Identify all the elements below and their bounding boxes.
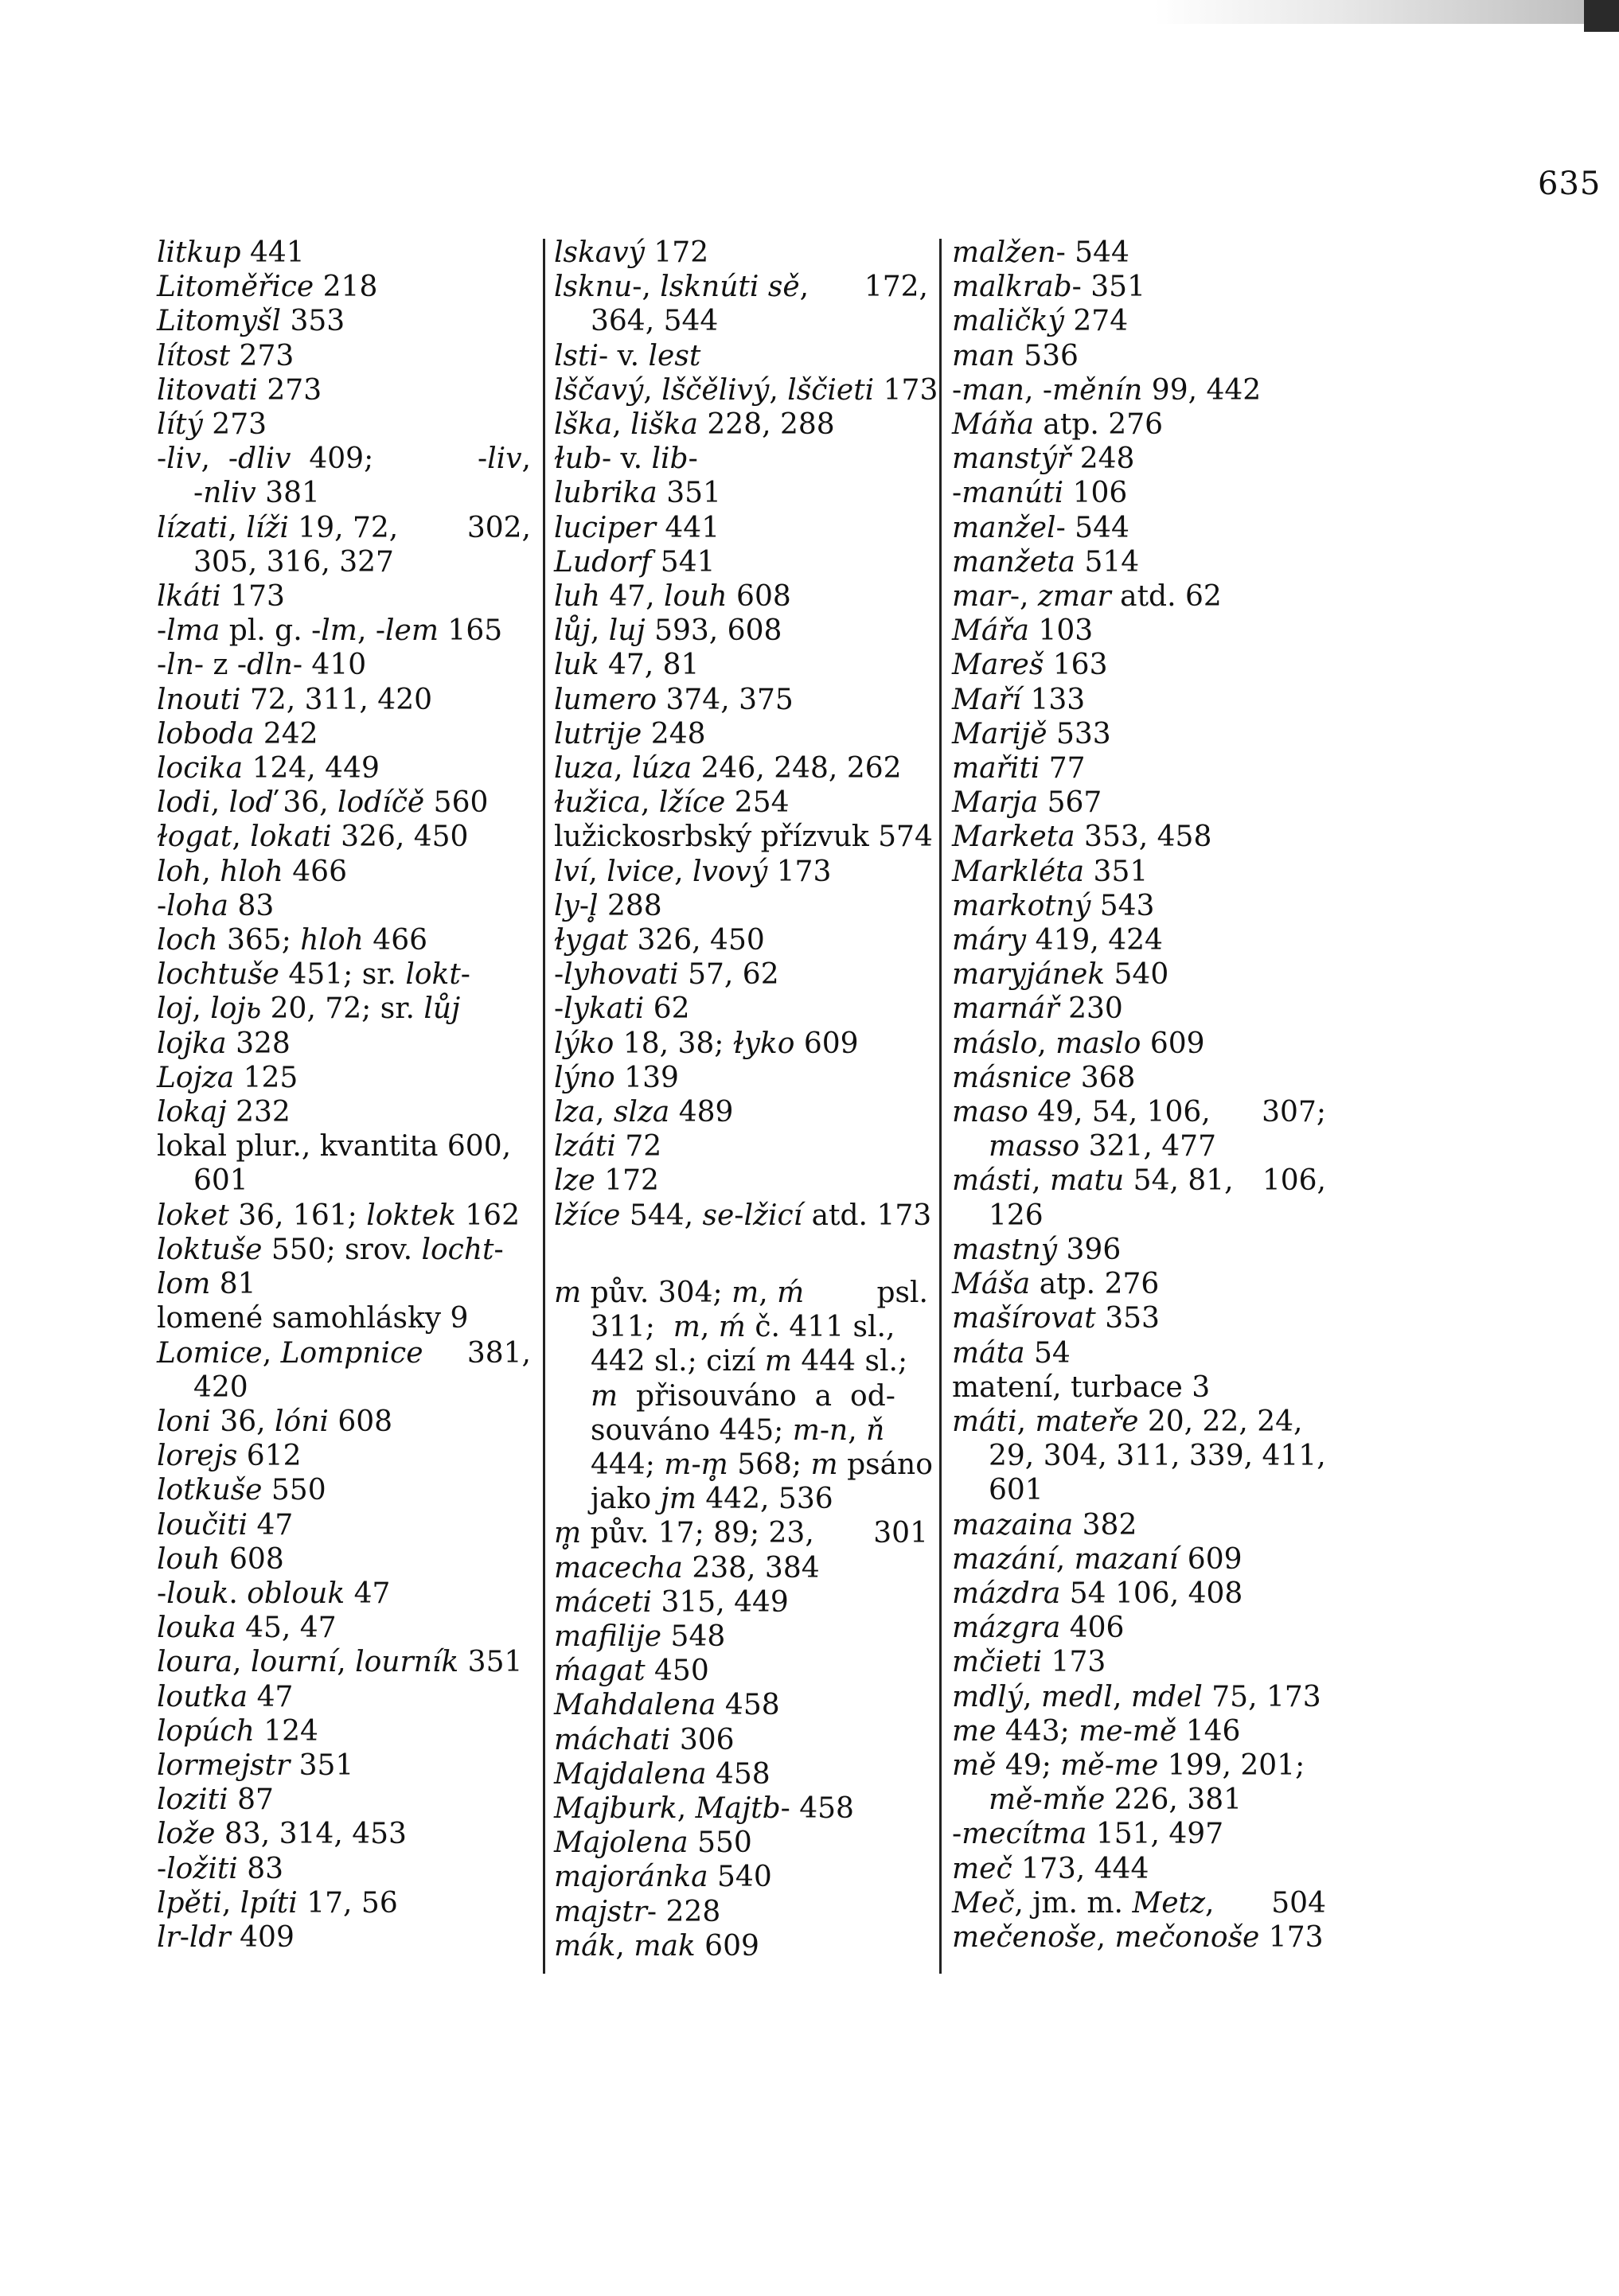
index-entry: lízati, líži 19, 72, 302, xyxy=(157,511,531,544)
index-entry: loboda 242 xyxy=(157,717,318,750)
index-entry: Mářa 103 xyxy=(952,614,1094,648)
index-entry: 420 xyxy=(193,1370,248,1404)
index-entry: mar-, zmar atd. 62 xyxy=(952,580,1222,614)
index-entry: lsknu-, lsknúti sě, 172, xyxy=(554,271,928,304)
index-entry: -nliv 381 xyxy=(193,477,320,510)
index-entry: matení, turbace 3 xyxy=(952,1370,1211,1404)
index-column-1 xyxy=(157,236,537,1955)
index-entry: lom 81 xyxy=(157,1268,256,1301)
index-entry: malkrab- 351 xyxy=(952,271,1145,304)
index-entry: litkup 441 xyxy=(157,236,305,269)
index-column-3 xyxy=(952,236,1332,1955)
index-entry: -mecítma 151, 497 xyxy=(952,1818,1224,1851)
index-entry: mečenoše, mečonoše 173 xyxy=(952,1920,1324,1954)
index-column-2 xyxy=(554,236,938,1963)
index-entry: lskavý 172 xyxy=(554,236,709,269)
index-entry: 442 sl.; cizí m 444 sl.; xyxy=(591,1345,908,1378)
index-entry: 305, 316, 327 xyxy=(193,545,394,579)
index-entry: -liv, -dliv 409; -liv, xyxy=(157,442,531,476)
index-entry: Marja 567 xyxy=(952,786,1102,820)
index-entry: Majburk, Majtb- 458 xyxy=(554,1791,854,1825)
index-entry: ɫužica, lžíce 254 xyxy=(554,786,790,820)
index-entry: luciper 441 xyxy=(554,511,720,544)
index-entry: mě-mňe 226, 381 xyxy=(989,1783,1243,1817)
index-entry: lýno 139 xyxy=(554,1061,679,1094)
index-entry: lítý 273 xyxy=(157,408,267,442)
index-entry: lžíce 544, se-lžicí atd. 173 xyxy=(554,1199,932,1232)
index-entry: mašírovat 353 xyxy=(952,1302,1160,1335)
index-entry: litovati 273 xyxy=(157,373,322,407)
index-entry: lkáti 173 xyxy=(157,580,285,614)
index-entry: Lojza 125 xyxy=(157,1061,298,1094)
index-entry: -manúti 106 xyxy=(952,477,1128,510)
scan-corner-mark xyxy=(1584,0,1619,32)
index-entry: ɫygat 326, 450 xyxy=(554,924,765,957)
index-entry: masso 321, 477 xyxy=(989,1130,1216,1164)
index-entry: souváno 445; m-n, ň xyxy=(591,1413,885,1447)
column-divider-1 xyxy=(543,239,545,1974)
index-entry: -loha 83 xyxy=(157,889,275,922)
index-entry: -man, -měnín 99, 442 xyxy=(952,373,1262,407)
index-entry: máceti 315, 449 xyxy=(554,1585,789,1619)
index-entry: luza, lúza 246, 248, 262 xyxy=(554,752,902,785)
index-entry: loni 36, lóni 608 xyxy=(157,1405,393,1438)
index-entry: lutrije 248 xyxy=(554,717,706,750)
index-entry: macecha 238, 384 xyxy=(554,1551,820,1585)
index-entry: lotkuše 550 xyxy=(157,1474,326,1507)
index-entry: loučiti 47 xyxy=(157,1508,294,1542)
index-entry: Majdalena 458 xyxy=(554,1757,770,1791)
index-entry: 601 xyxy=(989,1474,1044,1507)
index-entry: maryjánek 540 xyxy=(952,958,1169,992)
index-entry: lumero 374, 375 xyxy=(554,683,794,716)
index-entry: mě 49; mě-me 199, 201; xyxy=(952,1748,1305,1782)
index-entry: man 536 xyxy=(952,339,1079,372)
index-entry: -lykati 62 xyxy=(554,992,690,1026)
index-entry: lsti- v. lest xyxy=(554,339,701,372)
index-entry: lví, lvice, lvový 173 xyxy=(554,855,832,888)
index-entry: lpěti, lpíti 17, 56 xyxy=(157,1886,398,1920)
index-entry: -louk. oblouk 47 xyxy=(157,1577,391,1610)
index-entry: lubrika 351 xyxy=(554,477,721,510)
index-entry: loch 365; hloh 466 xyxy=(157,924,427,957)
index-entry: lužickosrbský přízvuk 574 xyxy=(554,821,933,854)
index-entry: lška, liška 228, 288 xyxy=(554,408,835,442)
index-entry: lokaj 232 xyxy=(157,1096,291,1129)
index-entry: 364, 544 xyxy=(591,305,719,338)
index-entry: manžel- 544 xyxy=(952,511,1129,544)
index-entry: Ludorf 541 xyxy=(554,545,716,579)
index-entry: ly-l̥ 288 xyxy=(554,889,662,922)
index-entry: máry 419, 424 xyxy=(952,924,1163,957)
index-entry: máta 54 xyxy=(952,1336,1071,1370)
index-entry: Marketa 353, 458 xyxy=(952,821,1212,854)
index-entry: maličký 274 xyxy=(952,305,1129,338)
index-entry: lodi, loď 36, lodíčě 560 xyxy=(157,786,489,820)
index-entry: mazání, mazaní 609 xyxy=(952,1542,1243,1576)
index-entry: loh, hloh 466 xyxy=(157,855,347,888)
index-entry: ḿagat 450 xyxy=(554,1655,709,1688)
index-entry: luh 47, louh 608 xyxy=(554,580,791,614)
index-entry: m̥ pův. 17; 89; 23, 301 xyxy=(554,1517,928,1550)
index-entry: lůj, luj 593, 608 xyxy=(554,614,782,648)
section-gap xyxy=(554,1233,934,1276)
index-entry: lormejstr 351 xyxy=(157,1748,354,1782)
index-entry: Litomyšl 353 xyxy=(157,305,345,338)
index-entry: loutka 47 xyxy=(157,1680,294,1713)
index-entry: lzáti 72 xyxy=(554,1130,662,1164)
index-entry: Marijě 533 xyxy=(952,717,1111,750)
index-entry: loktuše 550; srov. locht- xyxy=(157,1233,504,1266)
index-entry: lýko 18, 38; ɫyko 609 xyxy=(554,1027,859,1060)
index-entry: Lomice, Lompnice 381, xyxy=(157,1336,531,1370)
index-entry: 126 xyxy=(989,1199,1044,1232)
index-entry: jako jm 442, 536 xyxy=(591,1483,833,1516)
index-entry: lščavý, lščělivý, lščieti 173 xyxy=(554,373,938,407)
index-entry: meč 173, 444 xyxy=(952,1852,1149,1885)
index-entry: másti, matu 54, 81, 106, xyxy=(952,1164,1326,1198)
index-entry: másnice 368 xyxy=(952,1061,1136,1094)
index-entry: -ln- z -dln- 410 xyxy=(157,649,367,682)
index-entry: lochtuše 451; sr. lokt- xyxy=(157,958,470,992)
index-entry: ɫogat, lokati 326, 450 xyxy=(157,821,469,854)
index-entry: mazaina 382 xyxy=(952,1508,1137,1542)
scan-edge-shadow xyxy=(1154,0,1600,24)
index-entry: markotný 543 xyxy=(952,889,1155,922)
index-entry: Meč, jm. m. Metz, 504 xyxy=(952,1886,1326,1920)
index-entry: louka 45, 47 xyxy=(157,1612,337,1645)
index-entry: lr-ldr 409 xyxy=(157,1920,295,1954)
index-entry: loj, lojь 20, 72; sr. lůj xyxy=(157,992,461,1026)
index-entry: manstýř 248 xyxy=(952,442,1135,476)
index-entry: majstr- 228 xyxy=(554,1895,721,1928)
index-entry: lojka 328 xyxy=(157,1027,291,1060)
index-entry: 601 xyxy=(193,1164,248,1198)
index-entry: luk 47, 81 xyxy=(554,649,700,682)
index-entry: Máňa atp. 276 xyxy=(952,408,1164,442)
index-entry: lítost 273 xyxy=(157,339,295,372)
index-entry: mázgra 406 xyxy=(952,1612,1125,1645)
index-entry: mčieti 173 xyxy=(952,1646,1106,1679)
index-entry: -lyhovati 57, 62 xyxy=(554,958,779,992)
index-entry: louh 608 xyxy=(157,1542,284,1576)
index-entry: máti, mateře 20, 22, 24, xyxy=(952,1405,1303,1438)
index-entry: 311; m, ḿ č. 411 sl., xyxy=(591,1311,895,1344)
index-entry: lopúch 124 xyxy=(157,1714,318,1748)
index-entry: 29, 304, 311, 339, 411, xyxy=(989,1440,1326,1473)
index-entry: ɫub- v. lib- xyxy=(554,442,698,476)
page-number: 635 xyxy=(1538,166,1601,202)
index-entry: loket 36, 161; loktek 162 xyxy=(157,1199,520,1232)
index-entry: -ložiti 83 xyxy=(157,1852,284,1885)
index-entry: mák, mak 609 xyxy=(554,1929,759,1963)
index-entry: lože 83, 314, 453 xyxy=(157,1818,407,1851)
index-entry: loura, lourní, lourník 351 xyxy=(157,1646,523,1679)
index-entry: maso 49, 54, 106, 307; xyxy=(952,1096,1326,1129)
index-entry: majoránka 540 xyxy=(554,1861,772,1894)
index-entry: m přisouváno a od- xyxy=(591,1379,895,1413)
index-entry: Máša atp. 276 xyxy=(952,1268,1160,1301)
index-entry: Markléta 351 xyxy=(952,855,1149,888)
index-entry: Maří 133 xyxy=(952,683,1086,716)
index-entry: Mahdalena 458 xyxy=(554,1689,780,1722)
index-entry: loziti 87 xyxy=(157,1783,274,1817)
index-entry: manžeta 514 xyxy=(952,545,1140,579)
index-entry: malžen- 544 xyxy=(952,236,1129,269)
index-entry: mafilije 548 xyxy=(554,1620,726,1653)
index-entry: Mareš 163 xyxy=(952,649,1108,682)
index-entry: lze 172 xyxy=(554,1164,659,1198)
index-entry: lza, slza 489 xyxy=(554,1096,734,1129)
index-entry: m pův. 304; m, ḿ psl. xyxy=(554,1276,928,1309)
index-entry: lorejs 612 xyxy=(157,1440,302,1473)
column-divider-2 xyxy=(939,239,942,1974)
index-entry: lnouti 72, 311, 420 xyxy=(157,683,432,716)
index-entry: mdlý, medl, mdel 75, 173 xyxy=(952,1680,1321,1713)
index-entry: -lma pl. g. -lm, -lem 165 xyxy=(157,614,503,648)
index-entry: Majolena 550 xyxy=(554,1826,752,1860)
index-entry: 444; m-m̥ 568; m psáno xyxy=(591,1448,933,1481)
index-entry: mastný 396 xyxy=(952,1233,1122,1266)
index-entry: lokal plur., kvantita 600, xyxy=(157,1130,512,1164)
index-entry: lomené samohlásky 9 xyxy=(157,1302,469,1335)
index-entry: me 443; me-mě 146 xyxy=(952,1714,1241,1748)
index-entry: Litoměřice 218 xyxy=(157,271,378,304)
index-entry: locika 124, 449 xyxy=(157,752,380,785)
index-entry: marnář 230 xyxy=(952,992,1123,1026)
index-entry: máchati 306 xyxy=(554,1723,735,1756)
index-entry: máslo, maslo 609 xyxy=(952,1027,1205,1060)
index-entry: mázdra 54 106, 408 xyxy=(952,1577,1243,1610)
index-entry: mařiti 77 xyxy=(952,752,1086,785)
